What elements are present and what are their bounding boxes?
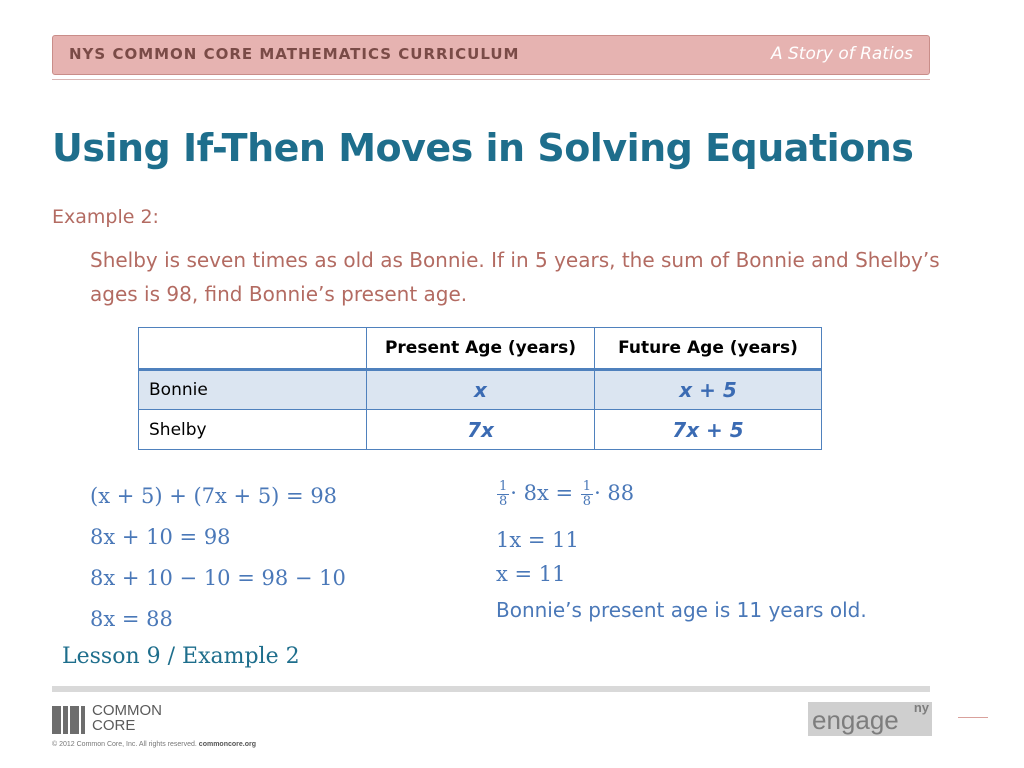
curriculum-title: NYS COMMON CORE MATHEMATICS CURRICULUM: [69, 45, 520, 63]
ages-table: [138, 327, 822, 450]
equation-step-4: 8x = 88: [90, 607, 173, 631]
problem-statement: Shelby is seven times as old as Bonnie. If in 5 years, the sum of Bonnie and Shelby’s ages is 98, find Bonnie’s present age.: [90, 248, 940, 306]
slide-title: Using If-Then Moves in Solving Equations: [52, 126, 914, 170]
shelby-future-age: 7x + 5: [595, 410, 822, 450]
equation-step-5-left: · 8x =: [510, 481, 574, 505]
shelby-present-age: 7x: [367, 410, 595, 450]
conclusion-text: Bonnie’s present age is 11 years old.: [496, 598, 867, 622]
header-bar: [52, 35, 930, 75]
fraction-one-eighth: $\frac{1}{8}$: [499, 479, 508, 509]
footer-divider: [52, 686, 930, 692]
table-header-future: Future Age (years): [595, 328, 822, 370]
example-label: Example 2:: [52, 206, 159, 228]
table-row: [139, 370, 822, 410]
table-header-present: Present Age (years): [367, 328, 595, 370]
table-header-row: [139, 328, 822, 370]
table-row: [139, 410, 822, 450]
row-name-bonnie: Bonnie: [139, 370, 367, 410]
common-core-logo: [52, 703, 192, 737]
equation-step-7: x = 11: [496, 562, 566, 586]
curriculum-subtitle: A Story of Ratios: [770, 44, 913, 64]
equation-step-3: 8x + 10 − 10 = 98 − 10: [90, 566, 346, 590]
row-name-shelby: Shelby: [139, 410, 367, 450]
commoncore-link[interactable]: commoncore.org: [198, 741, 256, 748]
common-core-wordmark: COMMON CORE: [92, 702, 162, 734]
header-divider: [52, 79, 930, 80]
fraction-one-eighth: $\frac{1}{8}$: [582, 479, 592, 509]
equation-step-1: (x + 5) + (7x + 5) = 98: [90, 484, 338, 508]
table-header-blank: [139, 328, 367, 370]
copyright-notice: © 2012 Common Core, Inc. All rights reserved. commoncore.org: [52, 741, 256, 748]
bonnie-present-age: x: [367, 370, 595, 410]
engageny-logo: engage ny: [808, 702, 932, 736]
equation-step-5-right: · 88: [594, 481, 635, 505]
lesson-label: Lesson 9 / Example 2: [62, 644, 300, 669]
corner-accent: [958, 717, 988, 718]
equation-step-2: 8x + 10 = 98: [90, 525, 231, 549]
bonnie-future-age: x + 5: [595, 370, 822, 410]
equation-step-5: [496, 480, 634, 509]
equation-step-6: 1x = 11: [496, 528, 579, 552]
